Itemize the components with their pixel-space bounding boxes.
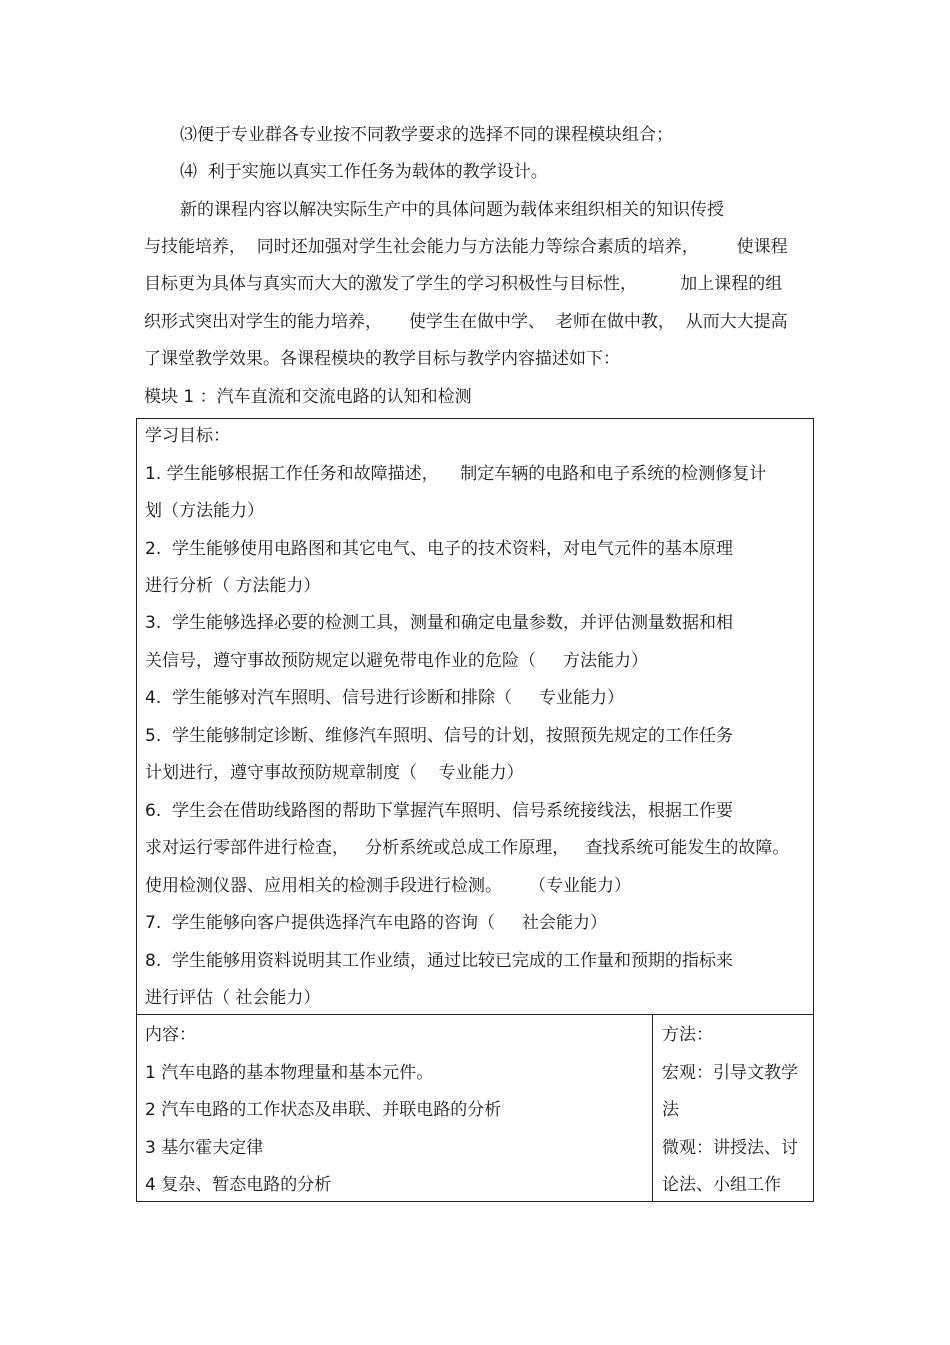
content-line: 1 汽车电路的基本物理量和基本元件。 bbox=[145, 1063, 434, 1083]
method-line: 宏观：引导文教学 bbox=[662, 1063, 798, 1083]
objective-line: 使用检测仪器、应用相关的检测手段进行检测。 （专业能力） bbox=[145, 876, 632, 896]
objective-line: 计划进行，遵守事故预防规章制度（ 专业能力） bbox=[145, 763, 524, 783]
intro-line-7: 了课堂教学效果。各课程模块的教学目标与教学内容描述如下： bbox=[144, 349, 620, 369]
objective-line: 1. 学生能够根据工作任务和故障描述， 制定车辆的电路和电子系统的检测修复计 bbox=[145, 464, 767, 484]
objectives-header: 学习目标： bbox=[145, 426, 230, 446]
objective-line: 5. 学生能够制定诊断、维修汽车照明、信号的计划，按照预先规定的工作任务 bbox=[145, 726, 734, 746]
method-line: 论法、小组工作 bbox=[662, 1175, 781, 1195]
intro-line-5: 目标更为具体与真实而大大的激发了学生的学习积极性与目标性， 加上课程的组 bbox=[144, 274, 783, 294]
method-line: 微观：讲授法、讨 bbox=[662, 1138, 798, 1158]
objective-line: 进行分析（ 方法能力） bbox=[145, 576, 321, 596]
intro-line-4: 与技能培养， 同时还加强对学生社会能力与方法能力等综合素质的培养， 使课程 bbox=[144, 237, 788, 257]
objective-line: 划（方法能力） bbox=[145, 501, 264, 521]
method-header: 方法： bbox=[662, 1025, 713, 1045]
module-table bbox=[136, 418, 814, 1202]
objective-line: 求对运行零部件进行检查， 分析系统或总成工作原理， 查找系统可能发生的故障。 bbox=[145, 838, 790, 858]
objective-line: 2. 学生能够使用电路图和其它电气、电子的技术资料，对电气元件的基本原理 bbox=[145, 539, 734, 559]
intro-line-6: 织形式突出对学生的能力培养， 使学生在做中学、 老师在做中教， 从而大大提高 bbox=[144, 312, 788, 332]
table-column-divider bbox=[652, 1014, 653, 1201]
objective-line: 7. 学生能够向客户提供选择汽车电路的咨询（ 社会能力） bbox=[145, 913, 608, 933]
objective-line: 3. 学生能够选择必要的检测工具，测量和确定电量参数，并评估测量数据和相 bbox=[145, 613, 734, 633]
method-line: 法 bbox=[662, 1100, 679, 1120]
content-header: 内容： bbox=[145, 1025, 196, 1045]
objective-line: 进行评估（ 社会能力） bbox=[145, 988, 321, 1008]
content-line: 2 汽车电路的工作状态及串联、并联电路的分析 bbox=[145, 1100, 502, 1120]
objective-line: 6. 学生会在借助线路图的帮助下掌握汽车照明、信号系统接线法，根据工作要 bbox=[145, 801, 734, 821]
intro-line-3: 新的课程内容以解决实际生产中的具体问题为载体来组织相关的知识传授 bbox=[180, 200, 724, 220]
content-line: 4 复杂、暂态电路的分析 bbox=[145, 1175, 332, 1195]
intro-line-2: ⑷ 利于实施以真实工作任务为载体的教学设计。 bbox=[180, 162, 548, 182]
objective-line: 8. 学生能够用资料说明其工作业绩，通过比较已完成的工作量和预期的指标来 bbox=[145, 951, 734, 971]
table-row-divider bbox=[137, 1014, 813, 1015]
content-line: 3 基尔霍夫定律 bbox=[145, 1138, 264, 1158]
intro-line-1: ⑶便于专业群各专业按不同教学要求的选择不同的课程模块组合； bbox=[180, 125, 673, 145]
module-title: 模块 1 ：汽车直流和交流电路的认知和检测 bbox=[144, 387, 472, 407]
objective-line: 关信号，遵守事故预防规定以避免带电作业的危险（ 方法能力） bbox=[145, 651, 649, 671]
objective-line: 4. 学生能够对汽车照明、信号进行诊断和排除（ 专业能力） bbox=[145, 688, 625, 708]
